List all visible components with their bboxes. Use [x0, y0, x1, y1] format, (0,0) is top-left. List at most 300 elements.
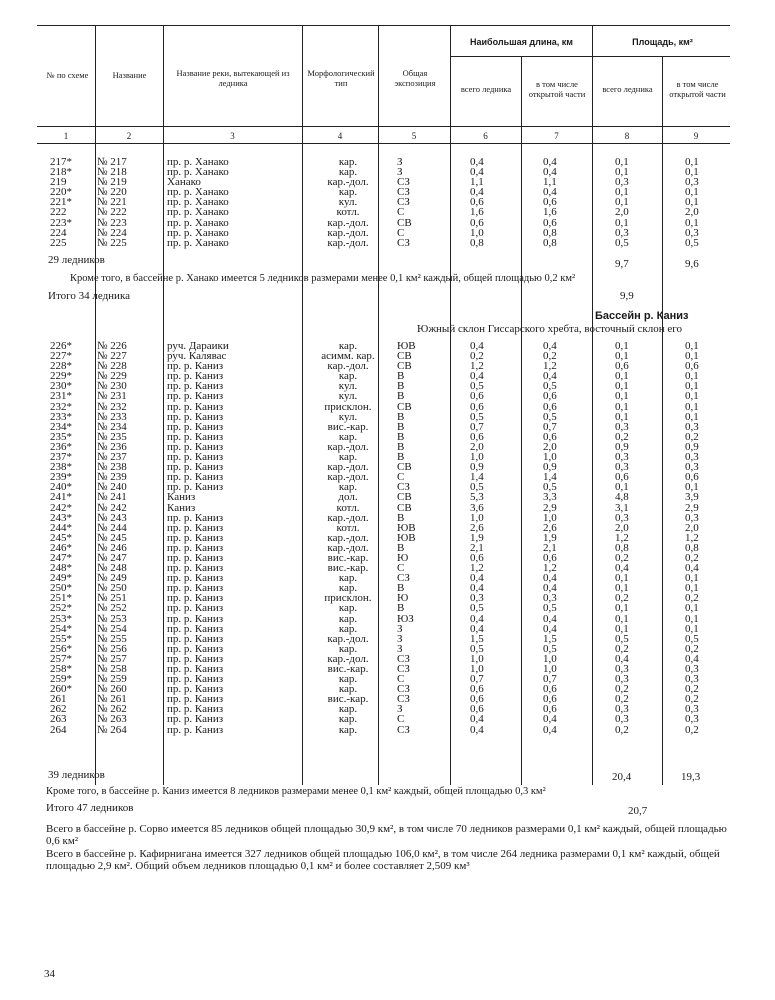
river-name: пр. р. Каниз: [167, 370, 224, 383]
river-name: пр. р. Ханако: [167, 206, 229, 219]
morph-type: котл.: [336, 206, 360, 219]
area-total: 0,2: [615, 723, 629, 736]
area-open: 3,9: [685, 491, 699, 504]
area-open: 0,2: [685, 693, 699, 706]
area-total: 0,3: [615, 713, 629, 726]
area-open: 0,1: [685, 612, 699, 625]
morph-type: кар.-дол.: [327, 236, 369, 249]
header-col-river: Название реки, вытекающей из ледника: [176, 68, 290, 88]
morph-type: вис.-кар.: [327, 551, 369, 564]
glacier-name: № 227: [97, 350, 127, 363]
length-open: 0,4: [543, 340, 557, 352]
length-total: 1,1: [470, 176, 484, 189]
glacier-name: № 260: [97, 683, 127, 696]
glacier-name: № 233: [97, 410, 127, 423]
area-open: 0,1: [685, 400, 699, 413]
morph-type: кар.: [338, 642, 358, 655]
scheme-number: 236*: [50, 440, 72, 453]
length-total: 0,4: [470, 166, 484, 179]
glacier-name: № 252: [97, 602, 127, 615]
length-total: 1,0: [470, 652, 484, 665]
area-open: 0,1: [685, 196, 699, 209]
header-bottom-rule: [37, 126, 730, 127]
area-total: 0,1: [615, 400, 629, 413]
scheme-number: 224: [50, 226, 67, 239]
scheme-number: 251*: [50, 592, 72, 605]
header-col-exposition: Общая экспозиция: [394, 68, 436, 88]
scheme-number: 246*: [50, 541, 72, 554]
column-number: 4: [337, 131, 343, 141]
river-name: Каниз: [167, 501, 196, 514]
glacier-name: № 257: [97, 652, 127, 665]
length-total: 1,5: [470, 632, 484, 645]
area-open: 0,3: [685, 226, 699, 239]
exposition: СВ: [397, 360, 412, 373]
area-total: 0,1: [615, 622, 629, 635]
scheme-number: 241*: [50, 491, 72, 504]
river-name: пр. р. Каниз: [167, 723, 224, 736]
area-open: 0,2: [685, 683, 699, 696]
morph-type: котл.: [336, 521, 360, 534]
length-total: 0,6: [470, 551, 484, 564]
length-total: 0,5: [470, 642, 484, 655]
morph-type: кар.-дол.: [327, 461, 369, 474]
scheme-number: 252*: [50, 602, 72, 615]
area-open: 0,1: [685, 216, 699, 229]
length-total: 0,4: [470, 186, 484, 199]
area-open: 0,3: [685, 673, 699, 686]
exposition: ЮВ: [397, 521, 416, 534]
scheme-number: 240*: [50, 481, 72, 494]
area-open: 0,4: [685, 652, 699, 665]
river-name: пр. р. Каниз: [167, 673, 224, 686]
area-open: 0,1: [685, 390, 699, 403]
exposition: Ю: [397, 592, 409, 605]
morph-type: кар.: [338, 723, 358, 736]
glacier-name: № 230: [97, 380, 127, 393]
exposition: СВ: [397, 216, 412, 229]
morph-type: кар.: [338, 622, 358, 635]
river-name: пр. р. Каниз: [167, 622, 224, 635]
exposition: В: [397, 541, 405, 554]
header-col-number: № по схеме: [46, 70, 89, 80]
area-total: 0,1: [615, 370, 629, 383]
morph-type: кар.: [338, 430, 358, 443]
small-glaciers-note: Кроме того, в бассейне р. Ханако имеется 5 ледников размерами менее 0,1 км² каждый, общей площадью 0,2 км²: [70, 273, 576, 284]
glacier-name: № 239: [97, 471, 127, 484]
length-open: 1,2: [543, 562, 557, 575]
scheme-number: 261: [50, 693, 67, 706]
exposition: В: [397, 430, 405, 443]
river-name: пр. р. Ханако: [167, 236, 229, 249]
length-total: 0,4: [470, 582, 484, 595]
river-name: пр. р. Каниз: [167, 541, 224, 554]
morph-type: кар.-дол.: [327, 652, 369, 665]
area-open: 0,1: [685, 166, 699, 179]
glacier-name: № 236: [97, 440, 127, 453]
exposition: СВ: [397, 400, 412, 413]
length-open: 1,0: [543, 451, 557, 464]
scheme-number: 245*: [50, 531, 72, 544]
glacier-name: № 251: [97, 592, 127, 605]
river-name: пр. р. Каниз: [167, 572, 224, 585]
morph-type: кул.: [338, 410, 358, 423]
morph-type: кар.: [338, 582, 358, 595]
glacier-name: № 258: [97, 663, 127, 675]
exposition: СВ: [397, 501, 412, 514]
length-total: 0,3: [470, 592, 484, 605]
area-total: 0,1: [615, 602, 629, 615]
scheme-number: 248*: [50, 562, 72, 575]
area-total: 0,1: [615, 196, 629, 209]
length-open: 0,4: [543, 582, 557, 595]
glacier-name: № 221: [97, 196, 127, 209]
area-total: 0,1: [615, 572, 629, 585]
length-open: 0,6: [543, 693, 557, 706]
scheme-number: 234*: [50, 420, 72, 433]
exposition: З: [397, 703, 403, 716]
river-name: пр. р. Каниз: [167, 612, 224, 625]
exposition: С: [397, 713, 405, 726]
exposition: С: [397, 673, 405, 686]
length-total: 1,0: [470, 226, 484, 239]
glacier-name: № 243: [97, 511, 127, 524]
morph-type: вис.-кар.: [327, 562, 369, 575]
river-name: пр. р. Каниз: [167, 420, 224, 433]
area-open: 0,9: [685, 440, 699, 453]
area-total: 0,1: [615, 340, 629, 352]
morph-type: кар.: [338, 673, 358, 686]
glacier-name: № 217: [97, 156, 127, 168]
morph-type: присклон.: [324, 400, 372, 413]
glacier-name: № 263: [97, 713, 127, 726]
area-total: 0,2: [615, 430, 629, 443]
river-name: пр. р. Каниз: [167, 521, 224, 534]
area-open: 0,2: [685, 592, 699, 605]
length-open: 2,1: [543, 541, 557, 554]
area-open: 0,3: [685, 451, 699, 464]
morph-type: кар.: [338, 713, 358, 726]
exposition: СВ: [397, 491, 412, 504]
area-total: 0,3: [615, 420, 629, 433]
length-total: 2,0: [470, 440, 484, 453]
glacier-name: № 246: [97, 541, 127, 554]
length-open: 0,3: [543, 592, 557, 605]
morph-type: кар.-дол.: [327, 632, 369, 645]
exposition: С: [397, 206, 405, 219]
length-total: 2,1: [470, 541, 484, 554]
glacier-name: № 231: [97, 390, 127, 403]
river-name: руч. Дараики: [167, 340, 229, 352]
scheme-number: 222: [50, 206, 67, 219]
exposition: СЗ: [397, 723, 410, 736]
exposition: СЗ: [397, 481, 410, 494]
length-total: 0,6: [470, 703, 484, 716]
length-total: 5,3: [470, 491, 484, 504]
area-total: 0,2: [615, 642, 629, 655]
morph-type: кар.: [338, 156, 358, 168]
length-open: 1,0: [543, 511, 557, 524]
length-open: 2,9: [543, 501, 557, 514]
glacier-name: № 229: [97, 370, 127, 383]
morph-type: кар.: [338, 451, 358, 464]
scheme-number: 254*: [50, 622, 72, 635]
length-total: 1,2: [470, 360, 484, 373]
area-open: 0,2: [685, 642, 699, 655]
river-name: пр. р. Каниз: [167, 703, 224, 716]
length-open: 0,4: [543, 156, 557, 168]
length-open: 0,5: [543, 481, 557, 494]
length-open: 0,5: [543, 380, 557, 393]
total-area: 20,4: [612, 771, 632, 783]
exposition: ЮВ: [397, 531, 416, 544]
area-total: 0,1: [615, 390, 629, 403]
length-open: 0,6: [543, 683, 557, 696]
length-open: 1,6: [543, 206, 557, 219]
column-number: 3: [230, 131, 235, 141]
river-name: пр. р. Каниз: [167, 683, 224, 696]
area-open: 0,2: [685, 551, 699, 564]
length-total: 0,4: [470, 612, 484, 625]
river-name: пр. р. Каниз: [167, 511, 224, 524]
length-open: 2,6: [543, 521, 557, 534]
length-open: 0,5: [543, 602, 557, 615]
morph-type: кар.: [338, 683, 358, 696]
river-name: пр. р. Каниз: [167, 390, 224, 403]
length-total: 0,5: [470, 380, 484, 393]
length-open: 1,0: [543, 663, 557, 675]
river-name: Каниз: [167, 491, 196, 504]
scheme-number: 262: [50, 703, 67, 716]
header-col-length-open: в том числе открытой части: [528, 79, 586, 99]
area-open: 0,4: [685, 562, 699, 575]
morph-type: кар.: [338, 612, 358, 625]
scheme-number: 225: [50, 236, 67, 249]
river-name: пр. р. Каниз: [167, 551, 224, 564]
exposition: Ю: [397, 551, 409, 564]
river-name: пр. р. Каниз: [167, 562, 224, 575]
glacier-name: № 242: [97, 501, 127, 514]
exposition: В: [397, 410, 405, 423]
basin-title: Бассейн р. Каниз: [595, 310, 689, 322]
glacier-name: № 218: [97, 166, 127, 179]
scheme-number: 229*: [50, 370, 72, 383]
morph-type: кар.: [338, 186, 358, 199]
exposition: С: [397, 471, 405, 484]
total-area: 9,7: [615, 258, 629, 270]
exposition: В: [397, 511, 405, 524]
scheme-number: 247*: [50, 551, 72, 564]
glacier-name: № 225: [97, 236, 127, 249]
river-name: пр. р. Ханако: [167, 166, 229, 179]
area-open: 0,3: [685, 703, 699, 716]
itogo-label: Итого 34 ледника: [48, 290, 131, 302]
area-open: 0,8: [685, 541, 699, 554]
length-total: 1,0: [470, 511, 484, 524]
scheme-number: 228*: [50, 360, 72, 373]
exposition: СЗ: [397, 196, 410, 209]
area-total: 0,3: [615, 511, 629, 524]
scheme-number: 255*: [50, 632, 72, 645]
length-open: 0,6: [543, 551, 557, 564]
glacier-name: № 244: [97, 521, 127, 534]
area-total: 0,1: [615, 582, 629, 595]
itogo-area: 9,9: [620, 290, 634, 302]
scheme-number: 242*: [50, 501, 72, 514]
area-total: 0,1: [615, 380, 629, 393]
exposition: СВ: [397, 461, 412, 474]
scheme-number: 217*: [50, 156, 72, 168]
area-total: 0,2: [615, 683, 629, 696]
length-open: 0,6: [543, 216, 557, 229]
area-total: 0,3: [615, 663, 629, 675]
length-open: 0,4: [543, 370, 557, 383]
length-total: 0,5: [470, 410, 484, 423]
length-open: 1,2: [543, 360, 557, 373]
scheme-number: 243*: [50, 511, 72, 524]
length-open: 1,9: [543, 531, 557, 544]
header-col-name: Название: [112, 70, 147, 80]
area-total: 0,4: [615, 562, 629, 575]
column-number: 7: [554, 131, 559, 141]
total-open-area: 19,3: [681, 771, 701, 783]
basin-subtitle: Южный склон Гиссарского хребта, восточный склон его: [417, 323, 682, 335]
river-name: пр. р. Каниз: [167, 632, 224, 645]
area-total: 2,0: [615, 521, 629, 534]
area-total: 0,5: [615, 236, 629, 249]
glacier-name: № 240: [97, 481, 127, 494]
area-total: 0,1: [615, 216, 629, 229]
exposition: З: [397, 622, 403, 635]
length-total: 1,6: [470, 206, 484, 219]
length-total: 2,6: [470, 521, 484, 534]
length-open: 0,6: [543, 196, 557, 209]
exposition: З: [397, 632, 403, 645]
glacier-name: № 256: [97, 642, 127, 655]
exposition: СЗ: [397, 236, 410, 249]
morph-type: кул.: [338, 196, 358, 209]
length-open: 0,5: [543, 642, 557, 655]
length-open: 1,0: [543, 652, 557, 665]
length-total: 0,4: [470, 370, 484, 383]
glacier-count: 29 ледников: [48, 254, 105, 266]
length-total: 0,9: [470, 461, 484, 474]
river-name: пр. р. Каниз: [167, 531, 224, 544]
scheme-number: 258*: [50, 663, 72, 675]
length-total: 0,6: [470, 216, 484, 229]
length-total: 1,0: [470, 663, 484, 675]
river-name: пр. р. Каниз: [167, 410, 224, 423]
scheme-number: 230*: [50, 380, 72, 393]
scheme-number: 259*: [50, 673, 72, 686]
area-total: 0,2: [615, 551, 629, 564]
length-open: 0,5: [543, 410, 557, 423]
scheme-number: 223*: [50, 216, 72, 229]
exposition: ЮВ: [397, 340, 416, 352]
exposition: В: [397, 370, 405, 383]
exposition: В: [397, 602, 405, 615]
area-open: 0,1: [685, 340, 699, 352]
area-total: 0,5: [615, 632, 629, 645]
length-open: 0,4: [543, 622, 557, 635]
exposition: СЗ: [397, 652, 410, 665]
glacier-name: № 249: [97, 572, 127, 585]
length-total: 0,7: [470, 673, 484, 686]
length-total: 0,4: [470, 156, 484, 168]
header-col-area-total: всего ледника: [602, 84, 653, 94]
morph-type: кар.-дол.: [327, 531, 369, 544]
scheme-number: 244*: [50, 521, 72, 534]
area-open: 0,1: [685, 350, 699, 363]
area-open: 0,1: [685, 410, 699, 423]
scheme-number: 219: [50, 176, 67, 189]
area-total: 0,1: [615, 186, 629, 199]
page-number: 34: [44, 968, 55, 980]
length-total: 0,5: [470, 481, 484, 494]
morph-type: вис.-кар.: [327, 420, 369, 433]
area-open: 0,1: [685, 622, 699, 635]
exposition: СЗ: [397, 176, 410, 189]
area-open: 0,1: [685, 370, 699, 383]
morph-type: кар.: [338, 166, 358, 179]
scheme-number: 239*: [50, 471, 72, 484]
exposition: В: [397, 390, 405, 403]
scheme-number: 249*: [50, 572, 72, 585]
river-name: пр. р. Каниз: [167, 602, 224, 615]
header-top-rule: [37, 25, 730, 26]
area-open: 0,3: [685, 713, 699, 726]
total-open-area: 9,6: [685, 258, 699, 270]
exposition: СВ: [397, 350, 412, 363]
area-total: 0,3: [615, 461, 629, 474]
glacier-name: № 241: [97, 491, 127, 504]
length-total: 0,4: [470, 713, 484, 726]
morph-type: кар.: [338, 340, 358, 352]
length-total: 1,4: [470, 471, 484, 484]
length-total: 0,6: [470, 693, 484, 706]
exposition: СЗ: [397, 572, 410, 585]
length-total: 0,6: [470, 400, 484, 413]
itogo-label: Итого 47 ледников: [46, 802, 134, 814]
exposition: З: [397, 156, 403, 168]
glacier-name: № 250: [97, 582, 127, 595]
length-open: 0,6: [543, 430, 557, 443]
area-open: 0,5: [685, 632, 699, 645]
glacier-name: № 259: [97, 673, 127, 686]
area-total: 0,1: [615, 156, 629, 168]
morph-type: кар.-дол.: [327, 176, 369, 189]
area-total: 0,1: [615, 612, 629, 625]
morph-type: котл.: [336, 501, 360, 514]
scheme-number: 218*: [50, 166, 72, 179]
exposition: В: [397, 380, 405, 393]
area-open: 0,1: [685, 186, 699, 199]
river-name: Ханако: [167, 176, 201, 189]
length-total: 1,2: [470, 562, 484, 575]
length-total: 1,0: [470, 451, 484, 464]
summary-kafirnigan: Всего в бассейне р. Кафирнигана имеется 327 ледников общей площадью 106,0 км², в том числе 264 ледника размерами 0,1 км² каждый, общей площадью 2,9 км². Общий объем ледников площадью 0,1 км² и более составляет 2,509 км³: [46, 848, 720, 872]
area-total: 2,0: [615, 206, 629, 219]
column-number: 9: [693, 131, 699, 141]
column-number: 2: [126, 131, 132, 141]
river-name: руч. Калявас: [167, 350, 227, 363]
length-open: 0,9: [543, 461, 557, 474]
scheme-number: 231*: [50, 390, 72, 403]
area-open: 2,0: [685, 521, 699, 534]
area-total: 0,3: [615, 226, 629, 239]
scheme-number: 263: [50, 713, 67, 726]
river-name: пр. р. Каниз: [167, 360, 224, 373]
